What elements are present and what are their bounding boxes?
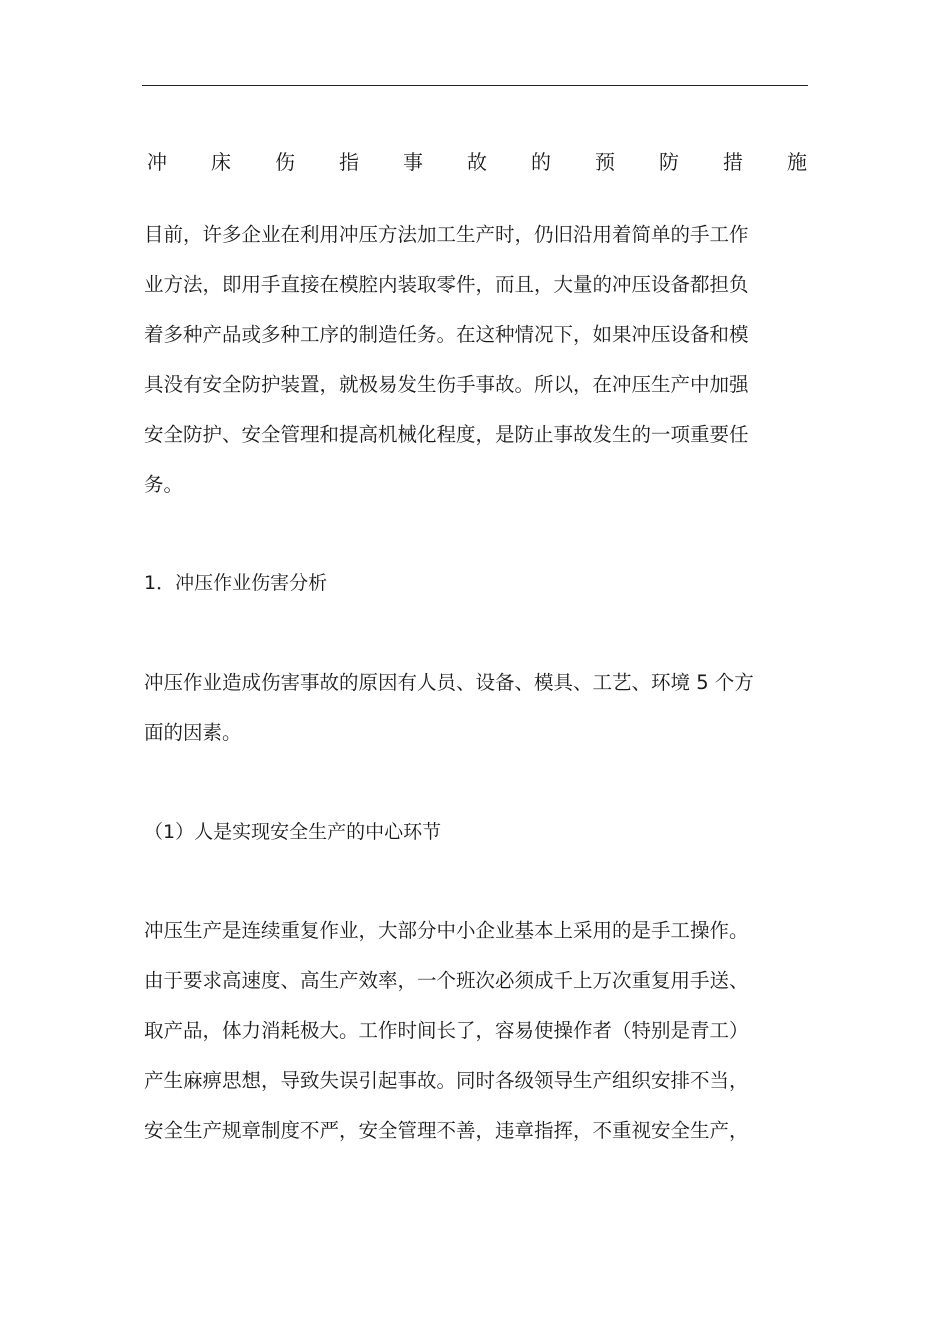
text-line: 取产品，体力消耗极大。工作时间长了，容易使操作者（特别是青工） [144,1019,749,1042]
title-char: 的 [531,150,551,174]
title-char: 防 [659,150,679,174]
text-line: 业方法，即用手直接在模腔内装取零件，而且，大量的冲压设备都担负 [144,273,749,296]
title-char: 故 [467,150,487,174]
title-char: 预 [595,150,615,174]
text-line: 冲压生产是连续重复作业，大部分中小企业基本上采用的是手工操作。 [144,919,749,942]
text-line: 安全防护、安全管理和提高机械化程度，是防止事故发生的一项重要任 [144,423,749,446]
text-line: 务。 [144,473,184,496]
title-char: 床 [211,150,231,174]
title-char: 伤 [275,150,295,174]
heading-text: 1．冲压作业伤害分析 [144,572,328,594]
title-char: 施 [787,150,807,174]
title-char: 指 [339,150,359,174]
paragraph-human-factor [144,906,794,1156]
title-char: 冲 [147,150,167,174]
text-line: 具没有安全防护装置，就极易发生伤手事故。所以，在冲压生产中加强 [144,373,749,396]
section-heading [144,558,794,608]
title-char: 措 [723,150,743,174]
text-line: 着多种产品或多种工序的制造任务。在这种情况下，如果冲压设备和模 [144,323,749,346]
paragraph-causes [144,658,794,758]
header-rule [142,85,808,86]
text-line: 由于要求高速度、高生产效率，一个班次必须成千上万次重复用手送、 [144,969,749,992]
text-line: 冲压作业造成伤害事故的原因有人员、设备、模具、工艺、环境 5 个方 [144,671,754,694]
text-line: 安全生产规章制度不严，安全管理不善，违章指挥，不重视安全生产， [144,1119,749,1142]
paragraph-intro [144,210,794,510]
subsection-heading [144,807,794,857]
text-line: 目前，许多企业在利用冲压方法加工生产时，仍旧沿用着简单的手工作 [144,223,749,246]
title-char: 事 [403,150,423,174]
text-line: 产生麻痹思想，导致失误引起事故。同时各级领导生产组织安排不当， [144,1069,749,1092]
text-line: 面的因素。 [144,721,242,744]
page-title [147,146,807,178]
heading-text: （1）人是实现安全生产的中心环节 [144,821,442,843]
